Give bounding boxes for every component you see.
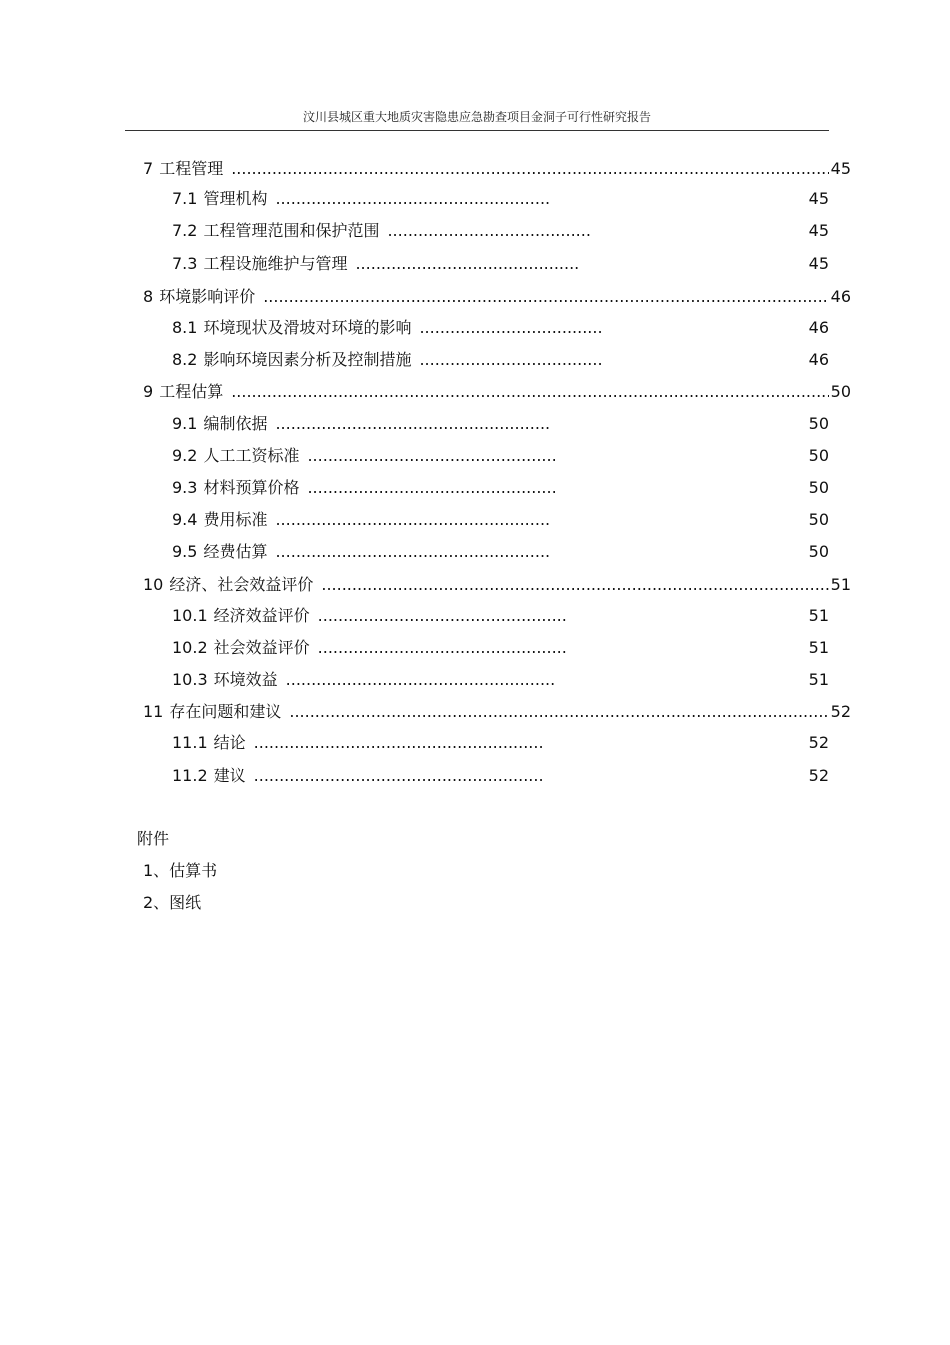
- toc-chapter-row: [143, 382, 851, 402]
- toc-leader-dots: ......................................................: [275, 542, 551, 561]
- toc-section-row: [172, 478, 829, 498]
- toc-leader-dots: ....................................: [419, 350, 603, 369]
- toc-section-row: [172, 254, 829, 274]
- toc-title: 环境影响评价: [159, 287, 256, 306]
- toc-section-row: [172, 221, 829, 241]
- toc-leader-dots: ........................................: [387, 221, 591, 240]
- toc-leader-dots: ............................................: [355, 254, 580, 273]
- toc-title: 编制依据: [203, 414, 268, 433]
- toc-page-number: 51: [808, 638, 829, 657]
- toc-title: 环境现状及滑坡对环境的影响: [203, 318, 412, 337]
- toc-number: 10: [143, 575, 164, 594]
- toc-title: 经济、社会效益评价: [169, 575, 314, 594]
- toc-chapter-row: [143, 159, 851, 179]
- toc-page-number: 45: [808, 189, 829, 208]
- toc-page-number: 51: [808, 670, 829, 689]
- toc-number: 7: [143, 159, 154, 178]
- toc-title: 工程管理范围和保护范围: [203, 221, 380, 240]
- toc-page-number: 50: [808, 478, 829, 497]
- toc-page-number: 46: [808, 318, 829, 337]
- toc-leader-dots: ....................................: [419, 318, 603, 337]
- toc-section-row: [172, 510, 829, 530]
- toc-leader-dots: .................................................: [307, 478, 557, 497]
- toc-number: 9.1: [172, 414, 198, 433]
- toc-title: 影响环境因素分析及控制措施: [203, 350, 412, 369]
- toc-leader-dots: .................................................: [307, 446, 557, 465]
- toc-leader-dots: [289, 702, 828, 722]
- toc-chapter-row: [143, 702, 851, 722]
- toc-section-row: [172, 542, 829, 562]
- toc-page-number: 50: [830, 382, 851, 401]
- toc-section-row: [172, 414, 829, 434]
- appendix-item: 2、图纸: [143, 893, 202, 912]
- toc-page-number: 51: [808, 606, 829, 625]
- toc-number: 7.2: [172, 221, 198, 240]
- toc-page-number: 45: [830, 159, 851, 178]
- toc-number: 9.4: [172, 510, 198, 529]
- toc-title: 费用标准: [203, 510, 268, 529]
- toc-page-number: 45: [808, 254, 829, 273]
- toc-number: 7.1: [172, 189, 198, 208]
- toc-number: 7.3: [172, 254, 198, 273]
- toc-number: 10.2: [172, 638, 208, 657]
- toc-page-number: 45: [808, 221, 829, 240]
- toc-title: 经济效益评价: [213, 606, 310, 625]
- toc-chapter-row: [143, 575, 851, 595]
- toc-number: 10.1: [172, 606, 208, 625]
- toc-section-row: [172, 350, 829, 370]
- toc-leader-dots: [263, 287, 828, 307]
- appendix-heading: 附件: [137, 829, 170, 848]
- toc-section-row: [172, 733, 829, 753]
- toc-title: 工程管理: [159, 159, 224, 178]
- toc-number: 11.2: [172, 766, 208, 785]
- toc-page-number: 52: [830, 702, 851, 721]
- toc-page-number: 50: [808, 510, 829, 529]
- toc-title: 工程估算: [159, 382, 224, 401]
- toc-page-number: 50: [808, 414, 829, 433]
- toc-leader-dots: [231, 382, 828, 402]
- toc-page-number: 51: [830, 575, 851, 594]
- toc-leader-dots: .........................................................: [253, 733, 544, 752]
- toc-title: 存在问题和建议: [169, 702, 282, 721]
- toc-page-number: 52: [808, 766, 829, 785]
- toc-number: 9.5: [172, 542, 198, 561]
- toc-page-number: 50: [808, 446, 829, 465]
- toc-section-row: [172, 766, 829, 786]
- running-header: 汶川县城区重大地质灾害隐患应急勘查项目金洞子可行性研究报告: [302, 110, 651, 124]
- toc-number: 8.2: [172, 350, 198, 369]
- toc-leader-dots: .................................................: [317, 606, 567, 625]
- toc-leader-dots: [231, 159, 828, 179]
- toc-section-row: [172, 606, 829, 626]
- toc-title: 社会效益评价: [213, 638, 310, 657]
- toc-leader-dots: .....................................................: [285, 670, 556, 689]
- toc-page-number: 46: [808, 350, 829, 369]
- toc-page-number: 46: [830, 287, 851, 306]
- toc-section-row: [172, 638, 829, 658]
- toc-section-row: [172, 670, 829, 690]
- toc-page-number: 50: [808, 542, 829, 561]
- toc-leader-dots: ......................................................: [275, 189, 551, 208]
- toc-number: 9.2: [172, 446, 198, 465]
- appendix-item: 1、估算书: [143, 861, 218, 880]
- toc-title: 工程设施维护与管理: [203, 254, 348, 273]
- toc-leader-dots: .................................................: [317, 638, 567, 657]
- toc-leader-dots: .........................................................: [253, 766, 544, 785]
- toc-title: 材料预算价格: [203, 478, 300, 497]
- toc-section-row: [172, 318, 829, 338]
- toc-number: 10.3: [172, 670, 208, 689]
- toc-chapter-row: [143, 287, 851, 307]
- toc-section-row: [172, 446, 829, 466]
- toc-title: 结论: [213, 733, 246, 752]
- toc-leader-dots: ......................................................: [275, 510, 551, 529]
- toc-number: 11: [143, 702, 164, 721]
- toc-leader-dots: ......................................................: [275, 414, 551, 433]
- toc-number: 9.3: [172, 478, 198, 497]
- toc-title: 管理机构: [203, 189, 268, 208]
- toc-number: 11.1: [172, 733, 208, 752]
- toc-page-number: 52: [808, 733, 829, 752]
- toc-title: 人工工资标准: [203, 446, 300, 465]
- toc-section-row: [172, 189, 829, 209]
- toc-number: 8.1: [172, 318, 198, 337]
- toc-number: 9: [143, 382, 154, 401]
- toc-title: 环境效益: [213, 670, 278, 689]
- toc-title: 经费估算: [203, 542, 268, 561]
- toc-leader-dots: [321, 575, 828, 595]
- toc-title: 建议: [213, 766, 246, 785]
- toc-number: 8: [143, 287, 154, 306]
